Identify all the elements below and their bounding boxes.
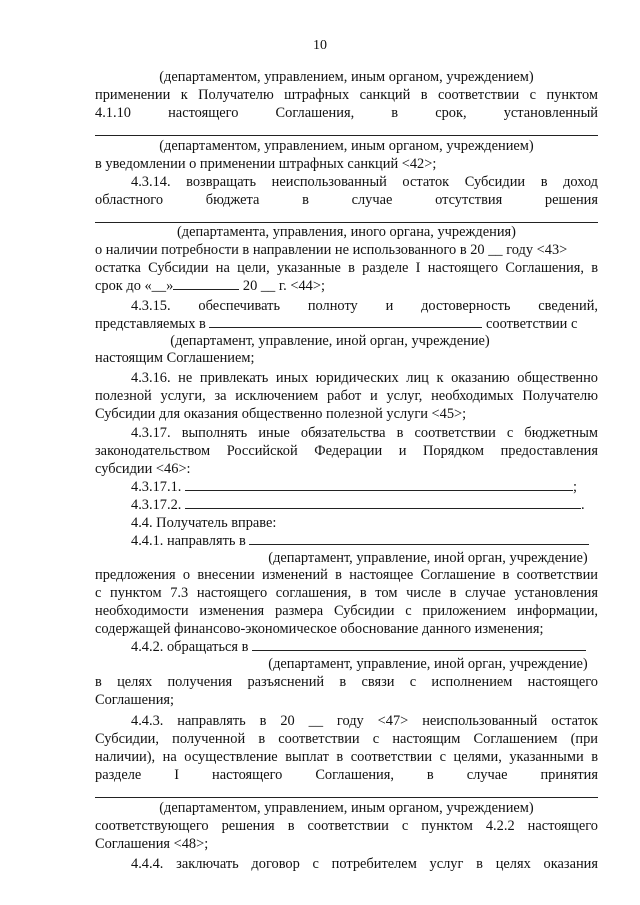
fill-in-line xyxy=(95,797,598,798)
punctuation: ; xyxy=(572,479,577,495)
body-line: соответствующего решения в соответствии с пунктом 4.2.2 настоящего xyxy=(95,818,598,834)
clause-4-3-16: 4.3.16. не привлекать иных юридических лиц к оказанию общественно xyxy=(131,370,598,386)
clause-4-3-17-2 xyxy=(131,496,598,514)
body-line xyxy=(95,315,598,333)
fill-in-blank xyxy=(249,544,589,545)
section-4-4-heading: 4.4. Получатель вправе: xyxy=(131,515,277,531)
caption-text: (департамент, управление, иной орган, учреждение) xyxy=(268,550,588,566)
body-line: наличии), на осуществление выплат в соответствии с целями, указанными в xyxy=(95,749,598,765)
body-line xyxy=(95,277,598,295)
body-line: Соглашения; xyxy=(95,692,175,708)
body-text: 4.4.1. направлять в xyxy=(131,533,246,549)
body-line: в уведомлении о применении штрафных санкций <42>; xyxy=(95,156,437,172)
body-line: разделе I настоящего Соглашения, в случае принятия xyxy=(95,767,598,783)
body-line: областного бюджета в случае отсутствия решения xyxy=(95,192,598,208)
fill-in-blank xyxy=(185,508,581,509)
clause-4-3-17-1 xyxy=(131,478,598,496)
page-number: 10 xyxy=(313,38,327,53)
body-line: законодательством Российской Федерации и Порядком предоставления xyxy=(95,443,598,459)
body-line: Субсидии для оказания общественно полезной услуги <45>; xyxy=(95,406,467,422)
body-line: предложения о внесении изменений в настоящее Соглашение в соответствии xyxy=(95,567,598,583)
body-line: Соглашения <48>; xyxy=(95,836,209,852)
body-line: Субсидии, полученной в соответствии с настоящим Соглашением (при xyxy=(95,731,598,747)
body-line: с пунктом 7.3 настоящего соглашения, в том числе в случае установления xyxy=(95,585,598,601)
body-line: необходимости изменения размера Субсидии с приложением информации, xyxy=(95,603,598,619)
body-line: 4.1.10 настоящего Соглашения, в срок, установленный xyxy=(95,105,598,121)
date-blank xyxy=(173,289,239,290)
date-prefix: срок до «__» xyxy=(95,278,174,294)
clause-4-4-2 xyxy=(131,638,598,656)
body-text: соответствии с xyxy=(486,316,578,332)
caption-text: (департаментом, управлением, иным органом, учреждением) xyxy=(159,800,534,816)
fill-in-line xyxy=(95,135,598,136)
body-line: в целях получения разъяснений в связи с исполнением настоящего xyxy=(95,674,598,690)
clause-number: 4.3.17.1. xyxy=(131,479,182,495)
clause-4-4-1 xyxy=(131,532,598,550)
body-text: представляемых в xyxy=(95,316,206,332)
caption-text: (департаментом, управлением, иным органом, учреждением) xyxy=(159,69,534,85)
clause-4-3-14: 4.3.14. возвращать неиспользованный остаток Субсидии в доход xyxy=(131,174,598,190)
body-line: настоящим Соглашением; xyxy=(95,350,255,366)
date-suffix: 20 __ г. <44>; xyxy=(242,278,325,294)
caption-text: (департамент, управление, иной орган, учреждение) xyxy=(268,656,588,672)
clause-4-3-15: 4.3.15. обеспечивать полноту и достоверность сведений, xyxy=(131,298,598,314)
caption-text: (департамента, управления, иного органа, учреждения) xyxy=(177,224,516,240)
clause-4-3-17: 4.3.17. выполнять иные обязательства в соответствии с бюджетным xyxy=(131,425,598,441)
fill-in-blank xyxy=(185,490,573,491)
body-line: о наличии потребности в направлении не использованного в 20 __ году <43> xyxy=(95,242,568,258)
body-line: полезной услуги, за исключением работ и услуг, необходимых Получателю xyxy=(95,388,598,404)
clause-number: 4.3.17.2. xyxy=(131,497,182,513)
punctuation: . xyxy=(580,497,585,513)
body-line: субсидии <46>: xyxy=(95,461,191,477)
body-line: остатка Субсидии на цели, указанные в разделе I настоящего Соглашения, в xyxy=(95,260,598,276)
clause-4-4-3: 4.4.3. направлять в 20 __ году <47> неиспользованный остаток xyxy=(131,713,598,729)
body-line: применении к Получателю штрафных санкций в соответствии с пунктом xyxy=(95,87,598,103)
body-line: содержащей финансово-экономическое обоснование данного изменения; xyxy=(95,621,544,637)
caption-text: (департамент, управление, иной орган, учреждение) xyxy=(170,333,490,349)
fill-in-blank xyxy=(209,327,482,328)
clause-4-4-4: 4.4.4. заключать договор с потребителем услуг в целях оказания xyxy=(131,856,598,872)
caption-text: (департаментом, управлением, иным органом, учреждением) xyxy=(159,138,534,154)
body-text: 4.4.2. обращаться в xyxy=(131,639,249,655)
fill-in-blank xyxy=(252,650,586,651)
